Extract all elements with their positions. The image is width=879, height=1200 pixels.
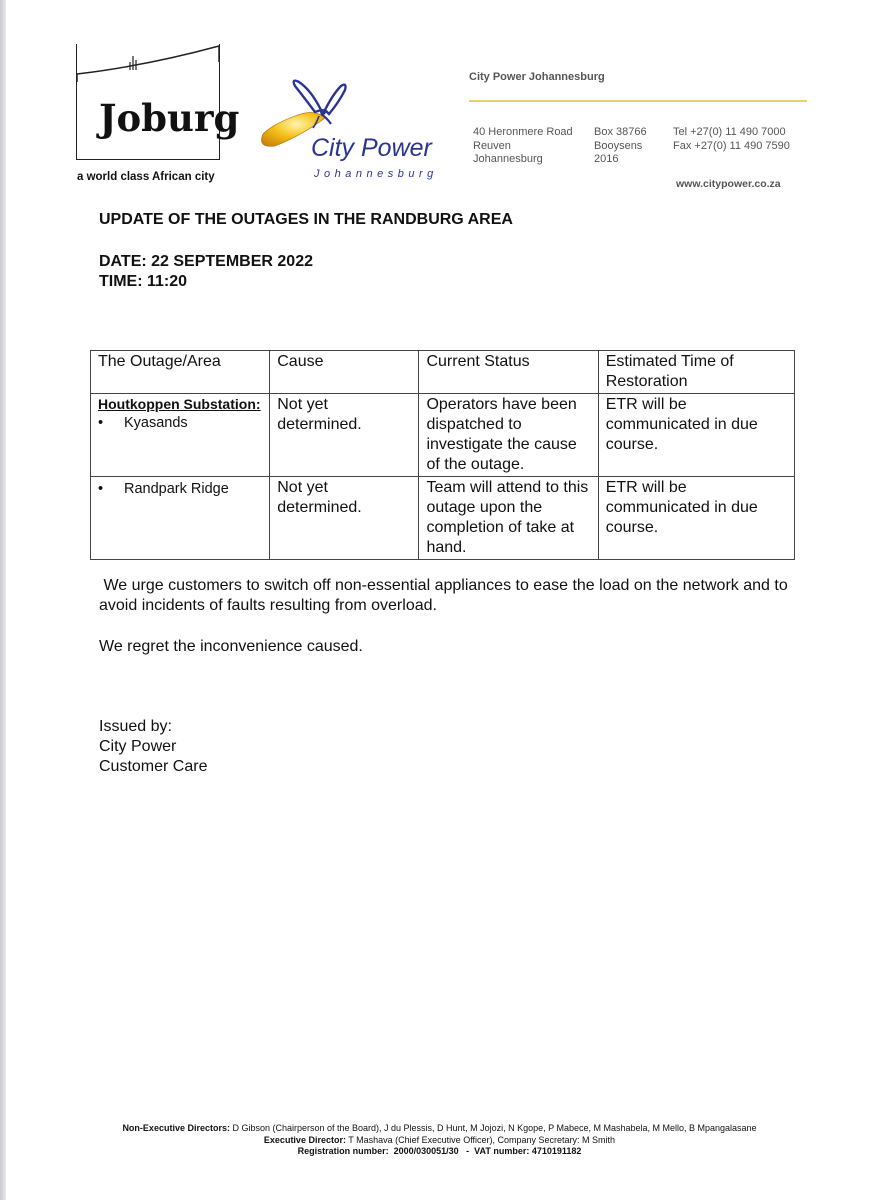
outages-table — [90, 350, 795, 560]
apology-paragraph: We regret the inconvenience caused. — [99, 638, 363, 655]
column-header-etr: Estimated Time of Restoration — [598, 351, 794, 394]
table-row — [91, 394, 795, 477]
address-street — [473, 126, 573, 167]
area-name: Kyasands — [124, 415, 188, 431]
etr-cell: ETR will be communicated in due course. — [598, 394, 794, 477]
column-header-area: The Outage/Area — [91, 351, 270, 394]
status-cell: Operators have been dispatched to investigate the cause of the outage. — [419, 394, 598, 477]
area-name: Randpark Ridge — [124, 481, 229, 497]
ned-label: Non-Executive Directors: — [122, 1123, 230, 1133]
table-row — [91, 477, 795, 560]
address-line: Box 38766 — [594, 126, 647, 138]
column-header-cause: Cause — [270, 351, 419, 394]
table-header-row — [91, 351, 795, 394]
letterhead-divider — [469, 100, 807, 102]
issued-by-label: Issued by: — [99, 718, 172, 735]
address-postal — [594, 126, 647, 167]
issuer-department: Customer Care — [99, 758, 208, 775]
issuer-org: City Power — [99, 738, 177, 755]
address-line: Booysens — [594, 139, 643, 152]
issued-by-block — [99, 717, 809, 777]
website-link[interactable]: www.citypower.co.za — [676, 178, 781, 190]
footer-directors-line — [0, 1123, 879, 1135]
status-cell: Team will attend to this outage upon the completion of take at hand. — [419, 477, 598, 560]
city-power-logo-subtitle: Johannesburg — [314, 168, 438, 180]
address-line: 2016 — [594, 153, 619, 165]
exec-label: Executive Director: — [263, 1134, 346, 1145]
joburg-logo-frame — [75, 42, 221, 102]
substation-heading: Houtkoppen Substation: — [98, 396, 261, 412]
area-cell — [91, 477, 270, 560]
cause-cell: Not yet determined. — [270, 477, 419, 560]
joburg-logo-text: Joburg — [99, 96, 240, 140]
notice-date: DATE: 22 SEPTEMBER 2022 — [99, 253, 313, 270]
fax-line: Fax +27(0) 11 490 7590 — [673, 139, 790, 152]
contact-numbers — [673, 126, 790, 153]
footer — [0, 1123, 879, 1158]
notice-time: TIME: 11:20 — [99, 273, 188, 290]
registration-text: Registration number: 2000/030051/30 - VAT number: 4710191182 — [297, 1146, 582, 1156]
area-list-item — [98, 479, 262, 499]
footer-registration-line — [0, 1146, 879, 1158]
footer-executive-line — [0, 1135, 879, 1147]
address-line: Reuven — [473, 139, 511, 152]
joburg-tagline: a world class African city — [77, 171, 215, 183]
address-line: 40 Heronmere Road — [473, 126, 573, 138]
org-title: City Power Johannesburg — [469, 71, 605, 83]
bullet-icon: • — [98, 415, 104, 431]
area-cell — [91, 394, 270, 477]
bullet-icon: • — [98, 481, 104, 497]
joburg-logo — [76, 44, 240, 160]
city-power-logo-name: City Power — [311, 134, 432, 162]
phone-line: Tel +27(0) 11 490 7000 — [673, 126, 786, 138]
cause-cell: Not yet determined. — [270, 394, 419, 477]
etr-cell: ETR will be communicated in due course. — [598, 477, 794, 560]
column-header-status: Current Status — [419, 351, 598, 394]
area-list-item — [98, 413, 262, 433]
exec-names: T Mashava (Chief Executive Officer), Company Secretary: M Smith — [345, 1134, 616, 1145]
advice-paragraph: We urge customers to switch off non-essential appliances to ease the load on the network and to avoid incidents of faults resulting from overload. — [99, 577, 793, 614]
address-line: Johannesburg — [473, 153, 543, 165]
ned-names: D Gibson (Chairperson of the Board), J du Plessis, D Hunt, M Jojozi, N Kgope, P Mabece, M Mashabela, M Mello, B Mpangalasane — [229, 1123, 757, 1133]
notice-title: UPDATE OF THE OUTAGES IN THE RANDBURG AREA — [99, 211, 513, 228]
